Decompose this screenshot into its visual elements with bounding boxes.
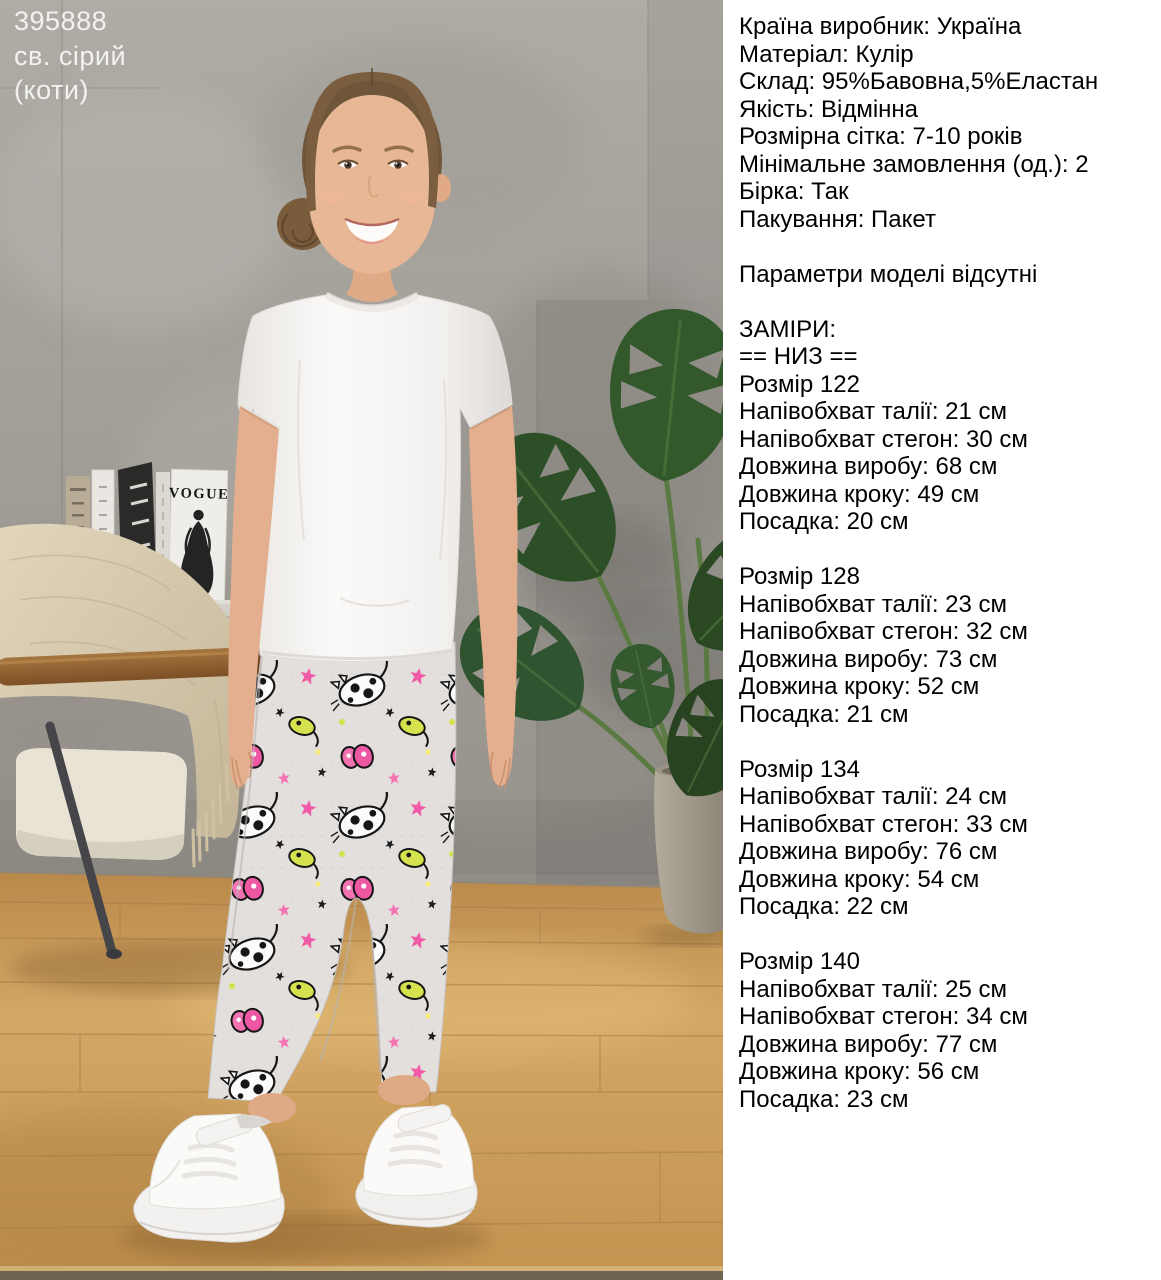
measurement-line: Напівобхват стегон: 30 см (739, 425, 1028, 453)
measurement-line: Напівобхват талії: 25 см (739, 975, 1008, 1003)
sku-label: 395888 (14, 6, 108, 36)
measurement-line: Напівобхват талії: 24 см (739, 783, 1008, 810)
measurement-line: Напівобхват стегон: 33 см (739, 810, 1028, 838)
attribute-line: Склад: 95%Бавовна,5%Еластан (739, 68, 1099, 95)
attribute-line: Матеріал: Кулір (739, 40, 914, 68)
measurement-line: Посадка: 22 см (739, 893, 909, 920)
measurement-line: Довжина виробу: 73 см (739, 645, 998, 673)
magazine-title: VOGUE (168, 485, 230, 503)
measurement-line: Посадка: 23 см (739, 1085, 909, 1113)
color-label: св. сірий (14, 40, 127, 71)
size-block-122 (739, 371, 1153, 536)
measurements-title: ЗАМІРИ: (739, 315, 837, 343)
measurement-line: Напівобхват талії: 23 см (739, 590, 1008, 618)
measurement-line: Напівобхват стегон: 32 см (739, 618, 1028, 645)
measurement-line: Довжина кроку: 54 см (739, 865, 980, 893)
measurement-line: Посадка: 20 см (739, 508, 909, 535)
attribute-line: Бірка: Так (739, 178, 849, 205)
measurement-line: Довжина кроку: 56 см (739, 1058, 980, 1085)
attribute-line: Якість: Відмінна (739, 95, 919, 123)
attribute-line: Розмірна сітка: 7-10 років (739, 123, 1023, 150)
size-block-128 (739, 563, 1153, 728)
size-title: Розмір 134 (739, 755, 860, 783)
measurement-line: Довжина кроку: 52 см (739, 673, 980, 700)
model-params-note: Параметри моделі відсутні (739, 260, 1038, 288)
size-block-140 (739, 948, 1153, 1113)
size-block-134 (739, 756, 1153, 921)
attribute-line: Пакування: Пакет (739, 205, 936, 233)
pattern-label: (коти) (14, 75, 89, 105)
measurement-line: Посадка: 21 см (739, 700, 909, 728)
measurement-line: Довжина виробу: 77 см (739, 1030, 998, 1058)
measurement-line: Напівобхват талії: 21 см (739, 398, 1008, 425)
measurement-line: Довжина виробу: 68 см (739, 453, 998, 480)
attributes-block (739, 13, 1153, 233)
details-panel (723, 0, 1161, 1280)
photo-overlay (14, 4, 126, 108)
size-title: Розмір 122 (739, 370, 860, 398)
size-title: Розмір 140 (739, 948, 860, 975)
attribute-line: Країна виробник: Україна (739, 13, 1022, 40)
ankle-right (378, 1075, 430, 1105)
photo-bottom-strip (0, 1271, 723, 1280)
face (308, 95, 435, 274)
size-title: Розмір 128 (739, 563, 860, 590)
section-marker: == НИЗ == (739, 343, 858, 370)
measurement-line: Довжина виробу: 76 см (739, 838, 998, 865)
measurement-line: Напівобхват стегон: 34 см (739, 1003, 1028, 1030)
attribute-line: Мінімальне замовлення (од.): 2 (739, 150, 1089, 178)
measurement-line: Довжина кроку: 49 см (739, 480, 980, 508)
